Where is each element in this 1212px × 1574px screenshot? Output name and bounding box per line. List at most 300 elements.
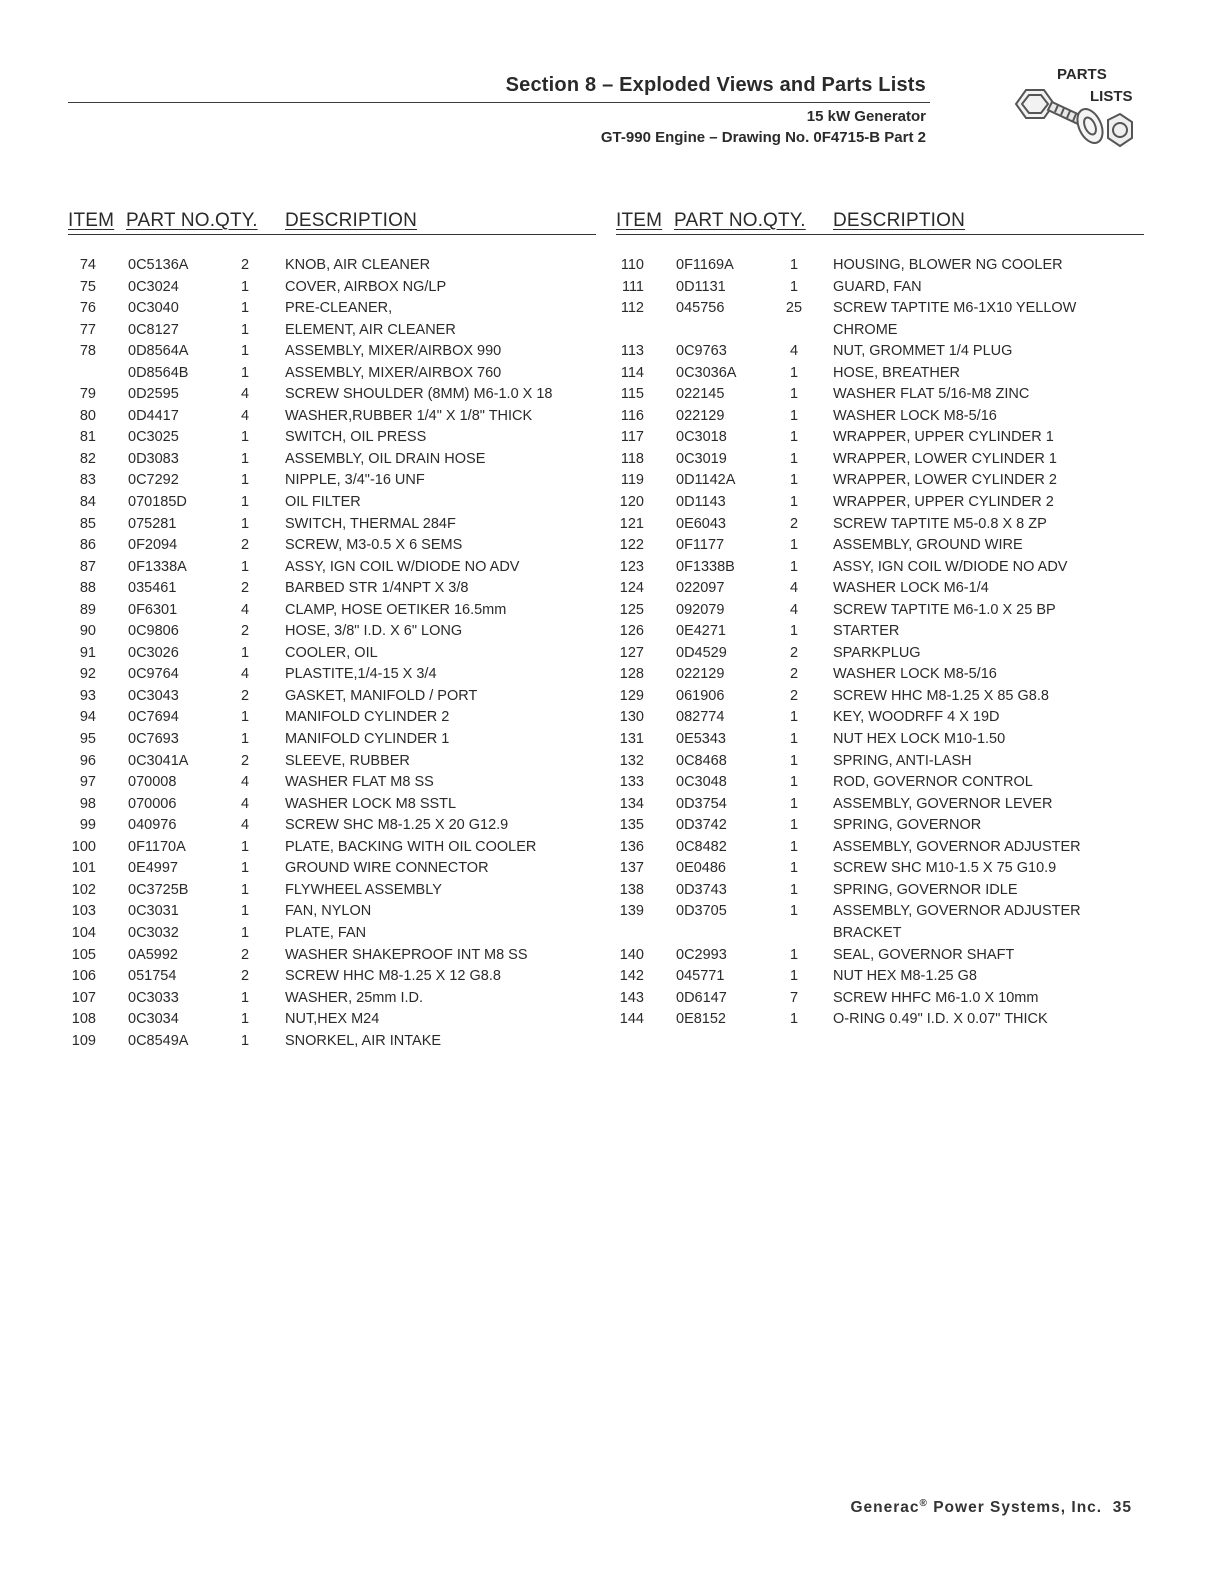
table-row (616, 298, 1144, 320)
table-row (68, 320, 596, 342)
part-number: 051754 (128, 968, 177, 985)
part-number: 0D3083 (128, 450, 179, 467)
quantity: 1 (789, 429, 799, 446)
table-row (616, 406, 1144, 428)
part-number: 0F6301 (128, 601, 178, 618)
item-number: 75 (79, 278, 96, 295)
table-row (68, 449, 596, 471)
table-row (616, 277, 1144, 299)
table-row (616, 255, 1144, 277)
part-number: 0D3742 (676, 817, 727, 834)
quantity: 2 (789, 644, 799, 661)
description: PLATE, FAN (285, 924, 367, 941)
item-number: 137 (619, 860, 644, 877)
part-number: 0F1338B (676, 558, 735, 575)
table-row (616, 320, 1144, 342)
table-row (68, 772, 596, 794)
item-number: 100 (71, 838, 96, 855)
description: SWITCH, OIL PRESS (285, 429, 427, 446)
table-row (68, 686, 596, 708)
part-number: 0C9764 (128, 666, 179, 683)
quantity: 1 (240, 1011, 250, 1028)
table-row (68, 815, 596, 837)
part-number: 0D6147 (676, 989, 727, 1006)
description: PLASTITE,1/4-15 X 3/4 (285, 666, 437, 683)
description: SCREW SHOULDER (8MM) M6-1.0 X 18 (285, 386, 553, 403)
part-number: 0C3048 (676, 774, 727, 791)
quantity: 1 (240, 494, 250, 511)
description: WASHER FLAT 5/16-M8 ZINC (833, 386, 1030, 403)
part-number: 0E5343 (676, 731, 726, 748)
description: SCREW TAPTITE M6-1.0 X 25 BP (833, 601, 1056, 618)
item-number: 136 (619, 838, 644, 855)
quantity: 1 (789, 623, 799, 640)
description: SPARKPLUG (833, 644, 921, 661)
header-part-no: PART NO. (126, 210, 216, 231)
item-number: 92 (79, 666, 96, 683)
table-row (68, 707, 596, 729)
part-number: 070008 (128, 774, 177, 791)
table-row (616, 492, 1144, 514)
parts-table-left (68, 208, 596, 1052)
quantity: 4 (240, 774, 250, 791)
table-row (616, 858, 1144, 880)
table-row (616, 514, 1144, 536)
quantity: 2 (240, 946, 250, 963)
table-row (616, 966, 1144, 988)
item-number: 83 (79, 472, 96, 489)
quantity: 1 (240, 472, 250, 489)
quantity: 2 (240, 257, 250, 273)
item-number: 144 (619, 1011, 644, 1028)
description: PLATE, BACKING WITH OIL COOLER (285, 838, 537, 855)
item-number: 124 (619, 580, 644, 597)
item-number: 115 (620, 386, 644, 403)
item-number: 93 (79, 687, 96, 704)
header-rule (68, 102, 930, 103)
quantity: 2 (240, 968, 250, 985)
table-header (68, 208, 596, 235)
quantity: 7 (789, 989, 799, 1006)
quantity: 2 (240, 687, 250, 704)
item-number: 81 (79, 429, 96, 446)
quantity: 1 (789, 558, 799, 575)
part-number: 0D4529 (676, 644, 727, 661)
table-row (68, 901, 596, 923)
quantity: 4 (789, 580, 799, 597)
table-row (68, 966, 596, 988)
part-number: 0C3019 (676, 450, 727, 467)
description: FLYWHEEL ASSEMBLY (285, 881, 442, 898)
part-number: 040976 (128, 817, 177, 834)
quantity: 4 (240, 795, 250, 812)
item-number: 101 (71, 860, 96, 877)
table-row (68, 794, 596, 816)
description: ASSY, IGN COIL W/DIODE NO ADV (285, 558, 520, 575)
item-number: 107 (71, 989, 96, 1006)
description: ELEMENT, AIR CLEANER (285, 321, 456, 338)
item-number: 127 (619, 644, 644, 661)
quantity: 2 (240, 752, 250, 769)
quantity: 1 (240, 558, 250, 575)
table-row (68, 621, 596, 643)
quantity: 1 (789, 946, 799, 963)
part-number: 0C3033 (128, 989, 179, 1006)
item-number: 74 (79, 257, 96, 273)
part-number: 022097 (676, 580, 725, 597)
description: BARBED STR 1/4NPT X 3/8 (285, 580, 469, 597)
item-number: 125 (619, 601, 644, 618)
table-row (68, 1009, 596, 1031)
description: NUT HEX M8-1.25 G8 (833, 968, 977, 985)
description: MANIFOLD CYLINDER 2 (285, 709, 450, 726)
quantity: 1 (240, 278, 250, 295)
description: WASHER FLAT M8 SS (285, 774, 434, 791)
item-number: 86 (79, 537, 96, 554)
quantity: 1 (789, 450, 799, 467)
table-row (616, 384, 1144, 406)
table-row (68, 470, 596, 492)
description: SWITCH, THERMAL 284F (285, 515, 456, 532)
item-number: 111 (621, 278, 644, 295)
quantity: 1 (789, 903, 799, 920)
description: WASHER,RUBBER 1/4" X 1/8" THICK (285, 407, 533, 424)
table-row (616, 837, 1144, 859)
part-number: 0F2094 (128, 537, 178, 554)
description: ASSEMBLY, GOVERNOR LEVER (833, 795, 1053, 812)
table-row (616, 815, 1144, 837)
description: ASSEMBLY, GOVERNOR ADJUSTER (833, 838, 1081, 855)
description: HOSE, 3/8" I.D. X 6" LONG (285, 623, 463, 640)
part-number: 035461 (128, 580, 177, 597)
quantity: 1 (240, 924, 250, 941)
part-number: 045756 (676, 300, 725, 317)
description: ASSEMBLY, GROUND WIRE (833, 537, 1023, 554)
table-row (616, 880, 1144, 902)
description: CHROME (833, 321, 898, 338)
part-number: 0C3034 (128, 1011, 179, 1028)
part-number: 0D1143 (676, 494, 726, 511)
quantity: 1 (789, 472, 799, 489)
description: SPRING, ANTI-LASH (833, 752, 972, 769)
description: KNOB, AIR CLEANER (285, 257, 431, 273)
table-row (68, 945, 596, 967)
item-number: 113 (620, 343, 644, 360)
part-number: 0C8549A (128, 1032, 189, 1049)
quantity: 1 (240, 515, 250, 532)
table-row (616, 470, 1144, 492)
footer-company: Generac (850, 1499, 920, 1517)
quantity: 1 (789, 537, 799, 554)
part-number: 022129 (676, 407, 725, 424)
item-number: 143 (619, 989, 644, 1006)
item-number: 133 (619, 774, 644, 791)
part-number: 061906 (676, 687, 725, 704)
part-number: 092079 (676, 601, 725, 618)
description: ASSEMBLY, MIXER/AIRBOX 760 (285, 364, 502, 381)
part-number: 0E8152 (676, 1011, 726, 1028)
item-number: 89 (79, 601, 96, 618)
table-header (616, 208, 1144, 235)
quantity: 1 (789, 881, 799, 898)
description: WASHER LOCK M8 SSTL (285, 795, 457, 812)
description: CLAMP, HOSE OETIKER 16.5mm (285, 601, 507, 618)
quantity: 2 (240, 580, 250, 597)
item-number: 78 (79, 343, 96, 360)
table-row (616, 427, 1144, 449)
table-row (68, 277, 596, 299)
table-row (616, 729, 1144, 751)
part-number: 0C3018 (676, 429, 727, 446)
quantity: 1 (240, 731, 250, 748)
quantity: 1 (789, 278, 799, 295)
item-number: 128 (619, 666, 644, 683)
item-number: 119 (620, 472, 644, 489)
part-number: 0C8468 (676, 752, 727, 769)
description: SCREW, M3-0.5 X 6 SEMS (285, 537, 463, 554)
description: SCREW SHC M10-1.5 X 75 G10.9 (833, 860, 1057, 877)
quantity: 1 (240, 1032, 250, 1049)
quantity: 2 (789, 515, 799, 532)
description: SCREW HHC M8-1.25 X 85 G8.8 (833, 687, 1049, 704)
part-number: 0D8564A (128, 343, 189, 360)
description: STARTER (833, 623, 900, 640)
header-description: DESCRIPTION (833, 210, 966, 231)
quantity: 4 (240, 386, 250, 403)
description: ROD, GOVERNOR CONTROL (833, 774, 1033, 791)
table-row (616, 341, 1144, 363)
description: MANIFOLD CYLINDER 1 (285, 731, 450, 748)
description: ASSY, IGN COIL W/DIODE NO ADV (833, 558, 1068, 575)
table-row (68, 341, 596, 363)
description: SCREW HHFC M6-1.0 X 10mm (833, 989, 1039, 1006)
part-number: 0F1169A (676, 257, 734, 273)
item-number: 139 (619, 903, 644, 920)
part-number: 0C8482 (676, 838, 727, 855)
description: GUARD, FAN (833, 278, 922, 295)
part-number: 0F1170A (128, 838, 186, 855)
drawing-subtitle: GT-990 Engine – Drawing No. 0F4715-B Part 2 (600, 129, 926, 146)
table-row (616, 772, 1144, 794)
description: WRAPPER, LOWER CYLINDER 1 (833, 450, 1057, 467)
item-number: 132 (619, 752, 644, 769)
quantity: 1 (789, 709, 799, 726)
part-number: 0F1177 (676, 537, 725, 554)
table-row (68, 578, 596, 600)
item-number: 82 (79, 450, 96, 467)
item-number: 87 (79, 558, 96, 575)
quantity: 1 (240, 429, 250, 446)
description: HOUSING, BLOWER NG COOLER (833, 257, 1063, 273)
table-row (68, 643, 596, 665)
item-number: 80 (79, 407, 96, 424)
table-row (68, 514, 596, 536)
description: WRAPPER, LOWER CYLINDER 2 (833, 472, 1057, 489)
description: SCREW TAPTITE M6-1X10 YELLOW (833, 300, 1077, 317)
part-number: 0C7292 (128, 472, 179, 489)
description: KEY, WOODRFF 4 X 19D (833, 709, 1000, 726)
table-row (616, 945, 1144, 967)
quantity: 1 (789, 860, 799, 877)
item-number: 98 (79, 795, 96, 812)
item-number: 116 (620, 407, 644, 424)
table-row (616, 578, 1144, 600)
item-number: 134 (619, 795, 644, 812)
part-number: 0C3031 (128, 903, 179, 920)
table-row (616, 707, 1144, 729)
parts-table-right (616, 208, 1144, 1031)
description: ASSEMBLY, MIXER/AIRBOX 990 (285, 343, 502, 360)
table-row (616, 751, 1144, 773)
item-number: 129 (619, 687, 644, 704)
description: WASHER LOCK M8-5/16 (833, 407, 997, 424)
table-row (616, 600, 1144, 622)
quantity: 2 (240, 537, 250, 554)
table-row (616, 449, 1144, 471)
item-number: 138 (619, 881, 644, 898)
table-row (68, 298, 596, 320)
registered-mark: ® (919, 1498, 928, 1509)
header-item: ITEM (68, 210, 115, 231)
quantity: 1 (789, 1011, 799, 1028)
table-row (68, 535, 596, 557)
quantity: 1 (240, 989, 250, 1006)
quantity: 1 (789, 774, 799, 791)
description: NIPPLE, 3/4"-16 UNF (285, 472, 425, 489)
table-row (616, 901, 1144, 923)
description: HOSE, BREATHER (833, 364, 961, 381)
description: WASHER LOCK M8-5/16 (833, 666, 997, 683)
description: SPRING, GOVERNOR (833, 817, 982, 834)
part-number: 0A5992 (128, 946, 178, 963)
item-number: 96 (79, 752, 96, 769)
description: FAN, NYLON (285, 903, 372, 920)
part-number: 0C7694 (128, 709, 179, 726)
item-number: 103 (71, 903, 96, 920)
header-item: ITEM (616, 210, 663, 231)
description: ASSEMBLY, OIL DRAIN HOSE (285, 450, 486, 467)
table-row (68, 384, 596, 406)
item-number: 131 (619, 731, 644, 748)
table-row (68, 664, 596, 686)
item-number: 85 (79, 515, 96, 532)
quantity: 4 (240, 407, 250, 424)
description: SCREW HHC M8-1.25 X 12 G8.8 (285, 968, 501, 985)
description: COVER, AIRBOX NG/LP (285, 278, 447, 295)
item-number: 130 (619, 709, 644, 726)
part-number: 022129 (676, 666, 725, 683)
quantity: 1 (789, 752, 799, 769)
item-number: 140 (619, 946, 644, 963)
table-row (68, 255, 596, 277)
part-number: 0D3754 (676, 795, 727, 812)
part-number: 0C7693 (128, 731, 179, 748)
table-row (616, 1009, 1144, 1031)
header-qty: QTY. (215, 210, 258, 231)
table-row (68, 837, 596, 859)
part-number: 0C9763 (676, 343, 727, 360)
item-number: 120 (619, 494, 644, 511)
table-row (68, 1031, 596, 1053)
quantity: 1 (789, 817, 799, 834)
part-number: 0C3026 (128, 644, 179, 661)
part-number: 0D4417 (128, 407, 179, 424)
description: BRACKET (833, 924, 902, 941)
item-number: 118 (620, 450, 644, 467)
part-number: 045771 (676, 968, 725, 985)
quantity: 1 (240, 450, 250, 467)
part-number: 0C5136A (128, 257, 189, 273)
quantity: 1 (789, 838, 799, 855)
part-number: 0C9806 (128, 623, 179, 640)
quantity: 1 (240, 300, 250, 317)
item-number: 90 (79, 623, 96, 640)
description: NUT,HEX M24 (285, 1011, 380, 1028)
part-number: 0F1338A (128, 558, 187, 575)
quantity: 1 (789, 731, 799, 748)
item-number: 97 (79, 774, 96, 791)
table-row (616, 794, 1144, 816)
table-row (68, 492, 596, 514)
quantity: 1 (789, 364, 799, 381)
quantity: 4 (240, 666, 250, 683)
item-number: 88 (79, 580, 96, 597)
item-number: 117 (620, 429, 644, 446)
part-number: 0C8127 (128, 321, 179, 338)
quantity: 25 (785, 300, 803, 317)
item-number: 121 (619, 515, 644, 532)
item-number: 95 (79, 731, 96, 748)
table-body (616, 255, 1144, 1031)
table-row (616, 923, 1144, 945)
item-number: 79 (79, 386, 96, 403)
item-number: 105 (71, 946, 96, 963)
section-title: Section 8 – Exploded Views and Parts Lists (505, 74, 926, 96)
description: NUT, GROMMET 1/4 PLUG (833, 343, 1013, 360)
part-number: 082774 (676, 709, 725, 726)
part-number: 0E4271 (676, 623, 726, 640)
description: SEAL, GOVERNOR SHAFT (833, 946, 1015, 963)
page-number: 35 (1112, 1499, 1132, 1517)
part-number: 0D2595 (128, 386, 179, 403)
item-number: 104 (71, 924, 96, 941)
table-row (68, 858, 596, 880)
description: WASHER LOCK M6-1/4 (833, 580, 989, 597)
table-row (616, 664, 1144, 686)
item-number: 142 (619, 968, 644, 985)
table-row (68, 600, 596, 622)
description: ASSEMBLY, GOVERNOR ADJUSTER (833, 903, 1081, 920)
item-number: 122 (619, 537, 644, 554)
description: WASHER, 25mm I.D. (285, 989, 424, 1006)
item-number: 108 (71, 1011, 96, 1028)
table-row (616, 621, 1144, 643)
description: WASHER SHAKEPROOF INT M8 SS (285, 946, 528, 963)
logo-label-lists: LISTS (1090, 88, 1133, 105)
description: GROUND WIRE CONNECTOR (285, 860, 489, 877)
table-row (616, 557, 1144, 579)
quantity: 2 (789, 687, 799, 704)
item-number: 114 (620, 364, 644, 381)
item-number: 84 (79, 494, 96, 511)
description: NUT HEX LOCK M10-1.50 (833, 731, 1006, 748)
quantity: 1 (240, 903, 250, 920)
part-number: 0D8564B (128, 364, 189, 381)
quantity: 4 (240, 817, 250, 834)
quantity: 4 (240, 601, 250, 618)
quantity: 4 (789, 601, 799, 618)
part-number: 0E0486 (676, 860, 726, 877)
